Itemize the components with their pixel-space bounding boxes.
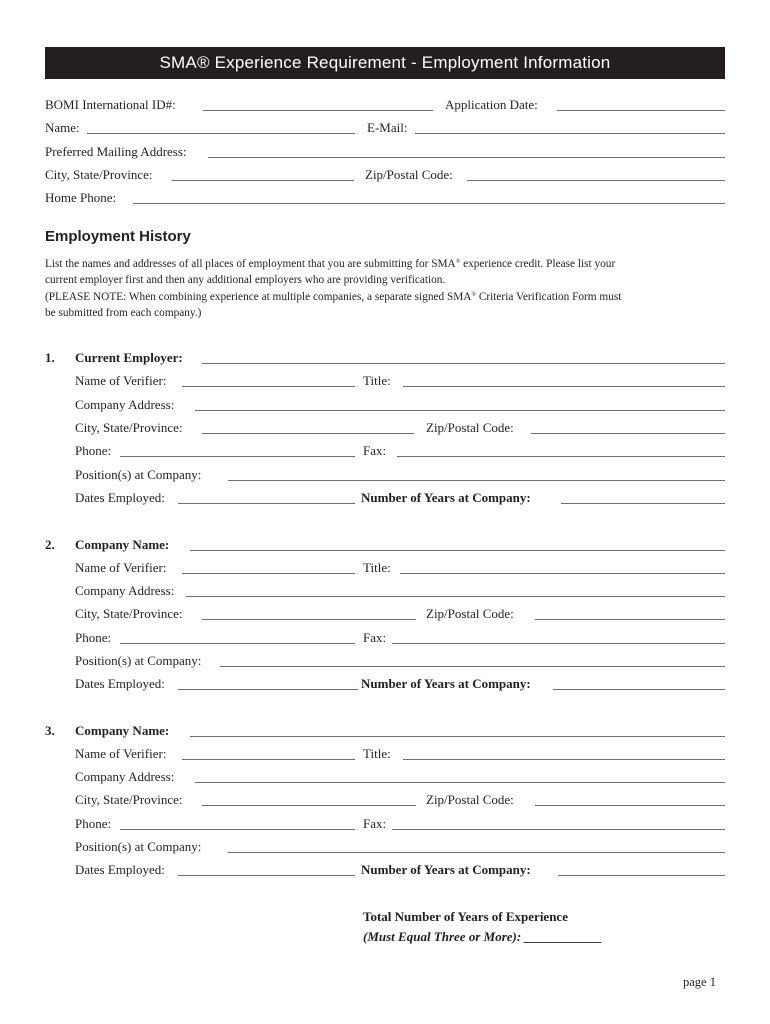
phone-fax-row [0, 443, 770, 461]
registered-mark: ® [455, 259, 461, 265]
home-phone-label: Home Phone: [45, 190, 117, 205]
verifier-field[interactable] [182, 759, 355, 760]
company-address-field[interactable] [186, 596, 725, 597]
company-city-label: City, State/Province: [75, 792, 183, 807]
company-address-label: Company Address: [75, 583, 175, 598]
company-zip-label: Zip/Postal Code: [426, 606, 514, 621]
intro-paragraph [45, 255, 735, 321]
application-date-label: Application Date: [445, 97, 538, 112]
name-field[interactable] [87, 133, 355, 134]
bomi-id-row [0, 97, 770, 115]
total-years-label: Total Number of Years of Experience [363, 909, 568, 924]
form-title-bar [45, 47, 725, 79]
employer-heading-row [0, 723, 770, 741]
phone-fax-row [0, 630, 770, 648]
intro-text-line2: current employer first and then any additional employers who are providing verification. [45, 273, 446, 286]
company-zip-field[interactable] [531, 433, 725, 434]
company-city-row [0, 606, 770, 624]
verifier-row [0, 746, 770, 764]
verifier-title-field[interactable] [403, 759, 725, 760]
verifier-title-label: Title: [363, 560, 391, 575]
company-address-field[interactable] [195, 782, 725, 783]
phone-field[interactable] [120, 456, 355, 457]
verifier-title-field[interactable] [400, 573, 725, 574]
company-zip-label: Zip/Postal Code: [426, 792, 514, 807]
dates-label: Dates Employed: [75, 490, 165, 505]
dates-field[interactable] [178, 503, 355, 504]
verifier-row [0, 373, 770, 391]
fax-label: Fax: [363, 630, 387, 645]
registered-mark: ® [471, 292, 477, 298]
verifier-label: Name of Verifier: [75, 746, 167, 761]
note-text-line2: be submitted from each company.) [45, 306, 202, 319]
phone-fax-row [0, 816, 770, 834]
positions-label: Position(s) at Company: [75, 467, 202, 482]
fax-label: Fax: [363, 816, 387, 831]
page-number: page 1 [683, 975, 716, 989]
company-zip-field[interactable] [535, 619, 725, 620]
zip-label: Zip/Postal Code: [365, 167, 453, 182]
dates-label: Dates Employed: [75, 862, 165, 877]
years-field[interactable] [561, 503, 725, 504]
phone-field[interactable] [120, 829, 355, 830]
application-date-field[interactable] [557, 110, 725, 111]
dates-field[interactable] [178, 689, 358, 690]
verifier-title-label: Title: [363, 746, 391, 761]
phone-label: Phone: [75, 443, 112, 458]
positions-row [0, 839, 770, 857]
company-address-label: Company Address: [75, 769, 175, 784]
company-city-label: City, State/Province: [75, 420, 183, 435]
mailing-address-label: Preferred Mailing Address: [45, 144, 187, 159]
company-address-label: Company Address: [75, 397, 175, 412]
positions-field[interactable] [228, 852, 725, 853]
company-address-field[interactable] [195, 410, 725, 411]
company-city-label: City, State/Province: [75, 606, 183, 621]
email-label: E-Mail: [367, 120, 408, 135]
fax-field[interactable] [397, 456, 725, 457]
dates-label: Dates Employed: [75, 676, 165, 691]
positions-label: Position(s) at Company: [75, 653, 202, 668]
employer-name-field[interactable] [190, 736, 725, 737]
years-field[interactable] [558, 875, 725, 876]
company-city-field[interactable] [202, 433, 414, 434]
company-zip-field[interactable] [535, 805, 725, 806]
form-title: SMA® Experience Requirement - Employment Information [159, 53, 611, 72]
employer-number: 1. [45, 350, 55, 365]
years-label: Number of Years at Company: [361, 862, 531, 877]
home-phone-field[interactable] [133, 203, 725, 204]
positions-field[interactable] [220, 666, 725, 667]
bomi-id-field[interactable] [203, 110, 433, 111]
years-label: Number of Years at Company: [361, 490, 531, 505]
employer-heading-label: Current Employer: [75, 350, 183, 365]
name-label: Name: [45, 120, 80, 135]
phone-label: Phone: [75, 816, 112, 831]
dates-row [0, 490, 770, 508]
positions-row [0, 653, 770, 671]
fax-field[interactable] [392, 643, 725, 644]
employer-heading-label: Company Name: [75, 537, 170, 552]
positions-field[interactable] [228, 480, 725, 481]
verifier-field[interactable] [182, 573, 355, 574]
company-zip-label: Zip/Postal Code: [426, 420, 514, 435]
employer-heading-label: Company Name: [75, 723, 170, 738]
dates-row [0, 862, 770, 880]
note-text-b: Criteria Verification Form must [476, 291, 622, 303]
mailing-address-field[interactable] [208, 157, 725, 158]
company-city-field[interactable] [202, 805, 416, 806]
verifier-title-label: Title: [363, 373, 391, 388]
name-row [0, 120, 770, 138]
company-city-row [0, 792, 770, 810]
verifier-label: Name of Verifier: [75, 560, 167, 575]
email-field[interactable] [415, 133, 725, 134]
verifier-title-field[interactable] [403, 386, 725, 387]
verifier-label: Name of Verifier: [75, 373, 167, 388]
positions-row [0, 467, 770, 485]
mailing-address-row [0, 144, 770, 162]
employer-number: 3. [45, 723, 55, 738]
employment-history-heading: Employment History [45, 228, 191, 245]
employer-number: 2. [45, 537, 55, 552]
bomi-id-label: BOMI International ID#: [45, 97, 176, 112]
company-address-row [0, 583, 770, 601]
years-label: Number of Years at Company: [361, 676, 531, 691]
note-text-a: (PLEASE NOTE: When combining experience at multiple companies, a separate signed SMA [45, 291, 472, 303]
phone-label: Phone: [75, 630, 112, 645]
employer-heading-row [0, 350, 770, 368]
intro-text-b: experience credit. Please list your [460, 258, 616, 270]
dates-row [0, 676, 770, 694]
home-phone-row [0, 190, 770, 208]
fax-label: Fax: [363, 443, 387, 458]
phone-field[interactable] [120, 643, 355, 644]
verifier-field[interactable] [182, 386, 355, 387]
city-field[interactable] [172, 180, 354, 181]
intro-text-a: List the names and addresses of all places of employment that you are submitting for SMA [45, 258, 456, 270]
city-row [0, 167, 770, 185]
company-city-field[interactable] [202, 619, 416, 620]
dates-field[interactable] [178, 875, 355, 876]
years-field[interactable] [553, 689, 725, 690]
company-city-row [0, 420, 770, 438]
verifier-row [0, 560, 770, 578]
company-address-row [0, 397, 770, 415]
company-address-row [0, 769, 770, 787]
positions-label: Position(s) at Company: [75, 839, 202, 854]
employer-name-field[interactable] [202, 363, 725, 364]
city-label: City, State/Province: [45, 167, 153, 182]
total-years-field[interactable]: (Must Equal Three or More): ____________ [363, 929, 603, 944]
fax-field[interactable] [392, 829, 725, 830]
employer-name-field[interactable] [190, 550, 725, 551]
employer-heading-row [0, 537, 770, 555]
zip-field[interactable] [467, 180, 725, 181]
